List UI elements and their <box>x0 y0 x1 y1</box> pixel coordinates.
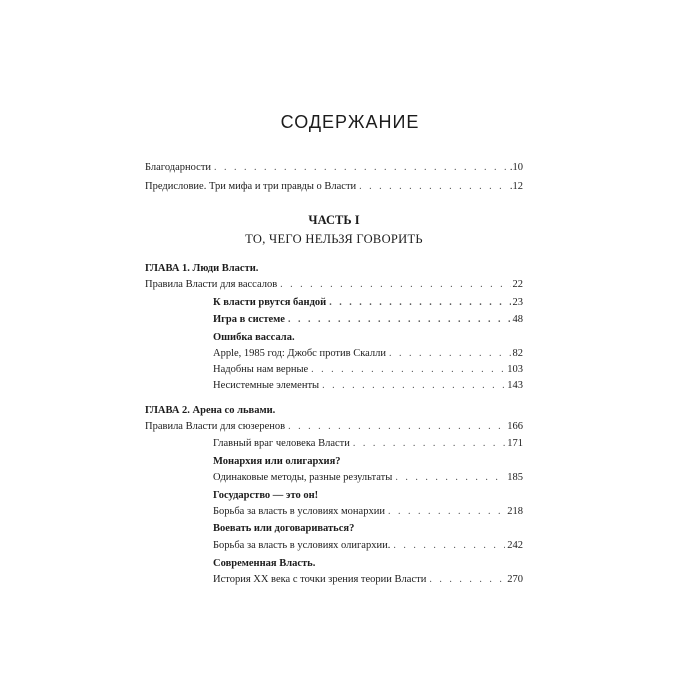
page-number: .10 <box>509 162 523 173</box>
entry-text: Apple, 1985 год: Джобс против Скалли <box>213 348 387 359</box>
toc-entry <box>213 539 523 553</box>
section-heading: Монархия или олигархия? <box>213 456 341 467</box>
entry-text: История XX века с точки зрения теории Власти <box>213 574 427 585</box>
toc-entry <box>145 420 523 434</box>
section-heading: Современная Власть. <box>213 558 316 569</box>
entry-text: Предисловие. Три мифа и три правды о Власти <box>145 181 357 192</box>
page-number: 242 <box>507 540 523 551</box>
toc-entry <box>213 363 523 377</box>
dot-leader <box>393 539 505 553</box>
page-number: 82 <box>512 348 523 359</box>
page-number: 171 <box>507 438 523 449</box>
toc-entry <box>213 471 523 485</box>
dot-leader <box>214 161 508 175</box>
section-heading: Воевать или договариваться? <box>213 523 355 534</box>
entry-text: Надобны нам верные <box>213 364 309 375</box>
toc-entry <box>213 437 523 451</box>
dot-leader <box>280 278 510 292</box>
toc-entry-acknowledgements <box>145 161 523 175</box>
page-number: 218 <box>507 506 523 517</box>
dot-leader <box>288 420 505 434</box>
toc-entry <box>213 505 523 519</box>
dot-leader <box>322 379 505 393</box>
section-heading: Государство — это он! <box>213 490 319 501</box>
page-number: 48 <box>512 314 523 325</box>
entry-text: К власти рвутся бандой <box>213 297 327 308</box>
page-number: 23 <box>512 297 523 308</box>
toc-entry <box>213 347 523 361</box>
page-number: 103 <box>507 364 523 375</box>
entry-text: Одинаковые методы, разные результаты <box>213 472 393 483</box>
toc-entry <box>145 278 523 292</box>
page-number: 185 <box>507 472 523 483</box>
toc-entry <box>213 379 523 393</box>
dot-leader <box>395 471 505 485</box>
chapter-heading: ГЛАВА 1. Люди Власти. <box>145 263 259 274</box>
toc-entry <box>213 573 523 587</box>
dot-leader <box>388 505 505 519</box>
entry-text: Правила Власти для сюзеренов <box>145 421 286 432</box>
entry-text: Борьба за власть в условиях монархии <box>213 506 385 517</box>
dot-leader <box>329 296 510 310</box>
page-title: СОДЕРЖАНИЕ <box>280 112 420 132</box>
page-number: 166 <box>507 421 523 432</box>
part-subtitle: ТО, ЧЕГО НЕЛЬЗЯ ГОВОРИТЬ <box>245 232 423 246</box>
toc-entry <box>213 296 523 310</box>
entry-text: Несистемные элементы <box>213 380 320 391</box>
dot-leader <box>311 363 505 377</box>
chapter-heading: ГЛАВА 2. Арена со львами. <box>145 405 276 416</box>
dot-leader <box>353 437 505 451</box>
dot-leader <box>429 573 505 587</box>
toc-entry-preface <box>145 180 523 194</box>
entry-text: Правила Власти для вассалов <box>145 279 278 290</box>
entry-text: Игра в системе <box>213 314 285 325</box>
dot-leader <box>389 347 510 361</box>
entry-text: Борьба за власть в условиях олигархии. <box>213 540 391 551</box>
part-title: ЧАСТЬ I <box>308 213 360 227</box>
page-number: 22 <box>512 279 523 290</box>
page-number: .12 <box>509 181 523 192</box>
dot-leader <box>359 180 508 194</box>
page-number: 270 <box>507 574 523 585</box>
entry-text: Благодарности <box>145 162 212 173</box>
entry-text: Главный враг человека Власти <box>213 438 350 449</box>
dot-leader <box>288 313 511 327</box>
toc-entry <box>213 313 523 327</box>
section-heading: Ошибка вассала. <box>213 332 295 343</box>
page-number: 143 <box>507 380 523 391</box>
